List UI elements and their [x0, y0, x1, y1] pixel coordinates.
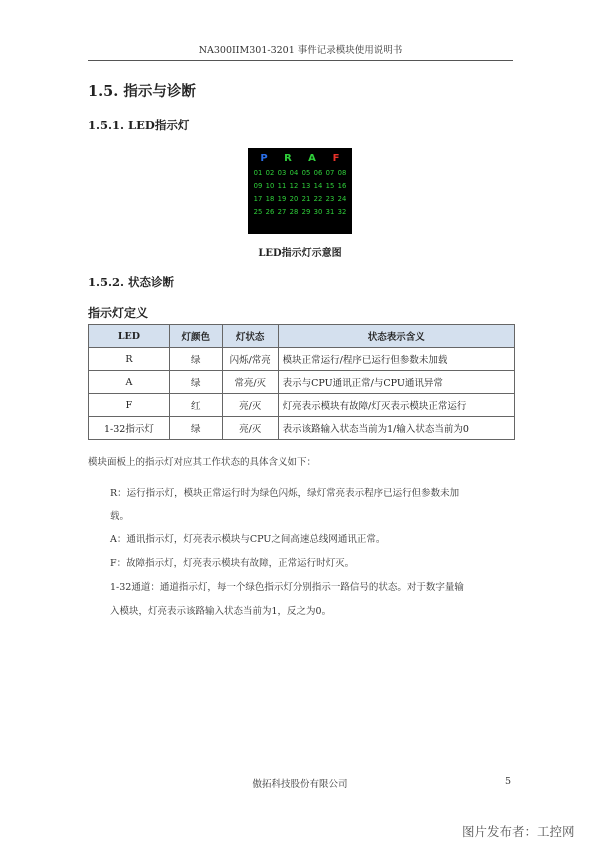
table-header-led: LED — [89, 325, 170, 348]
led-figure-caption: LED指示灯示意图 — [258, 248, 342, 259]
led-panel — [248, 148, 352, 234]
table-cell: 表示与CPU通讯正常/与CPU通讯异常 — [278, 371, 514, 394]
led-number: 17 — [253, 195, 263, 203]
led-number: 18 — [265, 195, 275, 203]
led-letter-p: P — [260, 153, 268, 164]
indicator-definition-table — [88, 324, 515, 440]
led-number: 08 — [337, 169, 347, 177]
led-number: 22 — [313, 195, 323, 203]
led-letter-r: R — [284, 153, 292, 164]
table-row — [89, 348, 515, 371]
table-header-color: 灯颜色 — [169, 325, 222, 348]
led-number: 02 — [265, 169, 275, 177]
subsection-status-title: 1.5.2. 状态诊断 — [88, 275, 175, 289]
section-title: 1.5. 指示与诊断 — [88, 83, 196, 100]
table-cell: 灯亮表示模块有故障/灯灭表示模块正常运行 — [278, 394, 514, 417]
footer-company: 傲拓科技股份有限公司 — [252, 779, 348, 790]
table-header-meaning: 状态表示含义 — [278, 325, 514, 348]
led-number: 03 — [277, 169, 287, 177]
led-number: 21 — [301, 195, 311, 203]
led-number: 25 — [253, 208, 263, 216]
table-cell: 表示该路输入状态当前为1/输入状态当前为0 — [278, 417, 514, 440]
table-cell: R — [89, 348, 170, 371]
indicator-definition-title: 指示灯定义 — [88, 306, 149, 320]
intro-paragraph: 模块面板上的指示灯对应其工作状态的具体含义如下： — [88, 457, 317, 468]
table-row — [89, 371, 515, 394]
led-number: 04 — [289, 169, 299, 177]
table-row — [89, 394, 515, 417]
watermark: 图片发布者：工控网 — [462, 824, 575, 839]
led-number: 11 — [277, 182, 287, 190]
led-number: 15 — [325, 182, 335, 190]
table-cell: F — [89, 394, 170, 417]
led-number: 09 — [253, 182, 263, 190]
table-cell: 绿 — [169, 348, 222, 371]
led-letter-a: A — [308, 153, 316, 164]
led-number: 29 — [301, 208, 311, 216]
table-cell: 红 — [169, 394, 222, 417]
led-number: 05 — [301, 169, 311, 177]
a-description: A：通讯指示灯，灯亮表示模块与CPU之间高速总线网通讯正常。 — [110, 534, 386, 545]
r-description-line1: R：运行指示灯，模块正常运行时为绿色闪烁，绿灯常亮表示程序已运行但参数未加 — [110, 488, 460, 499]
document-header: NA300IIM301-3201 事件记录模块使用说明书 — [88, 42, 513, 61]
r-description-line2: 载。 — [110, 511, 130, 522]
led-number: 26 — [265, 208, 275, 216]
led-number: 12 — [289, 182, 299, 190]
led-number: 27 — [277, 208, 287, 216]
table-cell: 模块正常运行/程序已运行但参数未加载 — [278, 348, 514, 371]
led-number-grid — [252, 168, 348, 217]
page-number: 5 — [505, 776, 512, 787]
led-number: 07 — [325, 169, 335, 177]
table-cell: 亮/灭 — [222, 394, 278, 417]
led-letter-f: F — [332, 153, 340, 164]
led-number: 01 — [253, 169, 263, 177]
table-cell: 绿 — [169, 371, 222, 394]
table-cell: 绿 — [169, 417, 222, 440]
led-number: 31 — [325, 208, 335, 216]
led-number: 13 — [301, 182, 311, 190]
table-cell: 亮/灭 — [222, 417, 278, 440]
led-number: 06 — [313, 169, 323, 177]
led-number: 24 — [337, 195, 347, 203]
led-number: 20 — [289, 195, 299, 203]
table-cell: A — [89, 371, 170, 394]
f-description: F：故障指示灯，灯亮表示模块有故障，正常运行时灯灭。 — [110, 558, 355, 569]
table-cell: 常亮/灭 — [222, 371, 278, 394]
led-number: 19 — [277, 195, 287, 203]
table-header-state: 灯状态 — [222, 325, 278, 348]
led-number: 10 — [265, 182, 275, 190]
led-number: 28 — [289, 208, 299, 216]
table-cell: 闪烁/常亮 — [222, 348, 278, 371]
channel-description-line1: 1-32通道：通道指示灯，每一个绿色指示灯分别指示一路信号的状态。对于数字量输 — [110, 582, 464, 593]
led-number: 14 — [313, 182, 323, 190]
led-number: 32 — [337, 208, 347, 216]
led-number: 16 — [337, 182, 347, 190]
channel-description-line2: 入模块，灯亮表示该路输入状态当前为1，反之为0。 — [110, 606, 332, 617]
table-cell: 1-32指示灯 — [89, 417, 170, 440]
table-row — [89, 417, 515, 440]
led-number: 23 — [325, 195, 335, 203]
led-number: 30 — [313, 208, 323, 216]
subsection-led-title: 1.5.1. LED指示灯 — [88, 118, 190, 132]
table-header-row — [89, 325, 515, 348]
